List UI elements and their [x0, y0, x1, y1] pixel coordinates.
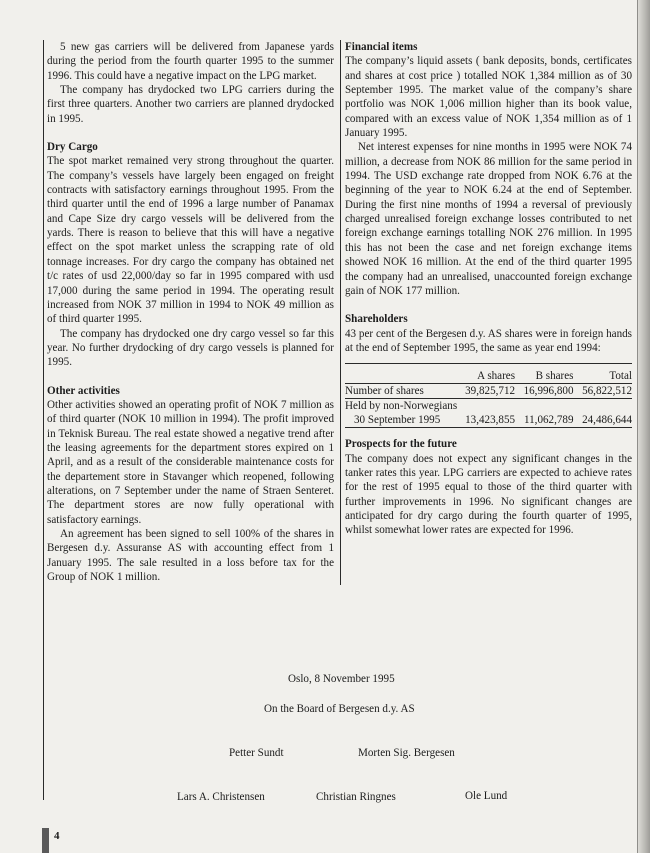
signatory-name: Ole Lund [465, 790, 508, 802]
folio-marker [42, 828, 49, 853]
table-cell: 24,486,644 [574, 413, 633, 428]
signatory-name: Petter Sundt [229, 747, 284, 759]
left-margin-rule [43, 40, 44, 800]
page-number: 4 [54, 830, 60, 842]
place-date: Oslo, 8 November 1995 [288, 673, 395, 685]
shareholders-paragraph: 43 per cent of the Bergesen d.y. AS shares were in foreign hands at the end of September 1995, the same as year end 1994: [345, 327, 632, 354]
dry-cargo-heading: Dry Cargo [47, 141, 98, 154]
dry-cargo-paragraph-1: The spot market remained very strong throughout the quarter. The company’s vessels have largely been engaged on freight contracts with satisfactory earnings throughout 1995. From the third quarter until the end of 1996 a large number of Panamax and Cape Size dry cargo vessels will be delivered from the yards. There is reason to believe that this will have a negative effect on the spot market unless the scrapping rate of old tonnage increases. For dry cargo the company has obtained net t/c rates of usd 22,000/day so far in 1995 compared with usd 17,000 during the same period in 1994. The operating result increased from NOK 37 million in 1994 to NOK 49 million as of third quarter 1995. [47, 155, 334, 326]
table-header-cell [345, 364, 457, 384]
left-column [47, 40, 334, 584]
table-header-cell: Total [574, 364, 633, 384]
prospects-heading: Prospects for the future [345, 438, 457, 451]
table-cell: 16,996,800 [515, 384, 573, 399]
table-row [345, 413, 632, 428]
page-edge-shadow [638, 0, 650, 853]
table-row [345, 384, 632, 399]
shareholders-heading: Shareholders [345, 313, 408, 326]
prospects-paragraph: The company does not expect any significant changes in the tanker rates this year. LPG carriers are expected to achieve rates for the rest of 1995 equal to those of the third quarter with further improvements in 1996. No significant changes are anticipated for dry cargo during the fourth quarter of 1995, whilst somewhat lower rates are expected for 1996. [345, 452, 632, 537]
dry-cargo-paragraph-2: The company has drydocked one dry cargo vessel so far this year. No further drydocking of dry cargo vessels is planned for 1995. [47, 327, 334, 369]
table-header-row [345, 364, 632, 384]
table-cell: 11,062,789 [515, 413, 573, 428]
other-activities-heading: Other activities [47, 384, 120, 397]
other-activities-paragraph-2: An agreement has been signed to sell 100% of the shares in Bergesen d.y. Assuranse AS with accounting effect from 1 January 1995. The sale resulted in a loss before tax for the Group of NOK 1 million. [47, 528, 334, 584]
financial-paragraph-1: The company’s liquid assets ( bank deposits, bonds, certificates and shares at cost price ) totalled NOK 1,384 million as of 30 September 1995. The market value of the company’s share portfolio was NOK 1,006 million higher than its book value, compared with an excess value of NOK 1,354 million as of 1 January 1995. [345, 55, 632, 140]
signatory-name: Lars A. Christensen [177, 791, 265, 803]
right-column [345, 40, 632, 538]
lpg-paragraph-2: The company has drydocked two LPG carriers during the first three quarters. Another two carriers are planned drydocked in 1995. [47, 84, 334, 125]
table-header-cell: A shares [457, 364, 515, 384]
other-activities-paragraph-1: Other activities showed an operating profit of NOK 7 million as of third quarter (NOK 10 million in 1994). The profit improved in Teknisk Bureau. The real estate showed a negative trend after the leasing agreements for the department stores expired on 1 April, and as a result of the considerable maintenance costs for the departement store in Stavanger which reopened, following alterations, on 7 September under the name of Straen Senteret. The department stores are now fully operational with satisfactory earnings. [47, 398, 334, 526]
signatory-name: Morten Sig. Bergesen [358, 747, 455, 759]
board-line: On the Board of Bergesen d.y. AS [264, 703, 415, 715]
financial-paragraph-2: Net interest expenses for nine months in 1995 were NOK 74 million, a decrease from NOK 86 million for the same period in 1994. The USD exchange rate dropped from NOK 6.76 at the beginning of the year to NOK 6.24 at the end of September. During the first nine months of 1994 a reversal of previously charged unrealised foreign exchange losses contributed to net foreign exchange earnings totalling NOK 276 million. In 1995 this has not been the case and net foreign exchange items showed NOK 16 million. At the end of the third quarter 1995 the company had an unrealised, unaccounted foreign exchange gain of NOK 177 million. [345, 141, 632, 297]
shareholders-table [345, 363, 632, 428]
table-cell: 39,825,712 [457, 384, 515, 399]
column-divider-rule [340, 40, 341, 585]
lpg-paragraph-1: 5 new gas carriers will be delivered from Japanese yards during the period from the fourth quarter 1995 to the summer 1996. This could have a negative impact on the LPG market. [47, 41, 334, 82]
table-cell: 13,423,855 [457, 413, 515, 428]
table-cell: Held by non-Norwegians [345, 400, 458, 413]
table-row [345, 399, 632, 414]
table-cell: 30 September 1995 [345, 413, 457, 428]
table-cell: Number of shares [345, 384, 457, 399]
financial-items-heading: Financial items [345, 41, 418, 53]
table-cell: 56,822,512 [574, 384, 633, 399]
signatory-name: Christian Ringnes [316, 791, 396, 803]
table-header-cell: B shares [515, 364, 573, 384]
